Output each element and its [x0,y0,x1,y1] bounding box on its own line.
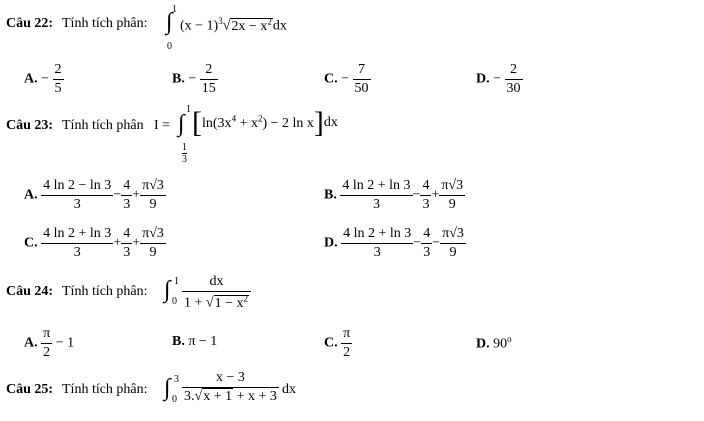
option-b[interactable]: B. − $\frac{2}{15}$ [172,62,216,96]
integral-upper-limit: 3 [174,374,179,385]
question-label: Câu 23: [6,118,54,133]
integral-lower-limit: 0 [172,296,177,307]
option-a[interactable]: A. − $\frac{2}{5}$ [24,62,62,96]
integrand: $(x - 1)^3√2x - x^2dx$ [180,16,287,34]
integral-lower-limit: 0 [167,41,172,52]
variable-I: I = [154,118,171,133]
integral-upper-limit: 1 [186,104,191,115]
option-b[interactable]: B. π − 1 [172,334,218,349]
option-b[interactable]: B. $\frac{4 \ln 2 + \ln 3}{3}$ − $\frac{4}{3}$ + $\frac{\pi√3}{9}$ [324,178,464,212]
integral-upper-limit: 1 [174,276,179,287]
option-d[interactable]: D. 90$^o$ [476,334,512,352]
integral-sign: ∫ [166,9,173,35]
question-prompt: Tính tích phân: [62,16,148,31]
option-a[interactable]: A. $\frac{4 \ln 2 - \ln 3}{3}$ − $\frac{4}{3}$ + $\frac{\pi√3}{9}$ [24,178,164,212]
question-label: Câu 22: [6,16,54,31]
integrand-fraction: $\frac{x - 3}{3.√x + 1 + x + 3}$ [184,370,277,404]
question-prompt: Tính tích phân: [62,284,148,299]
option-c[interactable]: C. $\frac{4 \ln 2 + \ln 3}{3}$ + $\frac{4}{3}$ + $\frac{\pi√3}{9}$ [24,226,164,260]
integrand: [$\ln(3x^4 + x^2) - 2$ ln x]dx [192,106,338,139]
option-d[interactable]: D. − $\frac{2}{30}$ [476,62,521,96]
question-label: Câu 25: [6,382,54,397]
option-a[interactable]: A. $\frac{\pi}{2}$ − 1 [24,326,75,360]
integrand-dx: dx [282,382,296,397]
question-label: Câu 24: [6,284,54,299]
option-d[interactable]: D. $\frac{4 \ln 2 + \ln 3}{3}$ − $\frac{4}{3}$ − $\frac{\pi√3}{9}$ [324,226,464,260]
integral-upper-limit: 1 [172,4,177,15]
integral-lower-limit: 1 3 [182,142,187,165]
question-prompt: Tính tích phân [62,118,144,133]
option-c[interactable]: C. $\frac{\pi}{2}$ [324,326,351,360]
integral-sign: ∫ [164,375,171,401]
option-c[interactable]: C. − $\frac{7}{50}$ [324,62,369,96]
integral-lower-limit: 0 [172,394,177,405]
integrand-fraction: $\frac{dx}{1 + √1 - x^2}$ [182,274,251,312]
question-prompt: Tính tích phân: [62,382,148,397]
integral-sign: ∫ [178,111,185,137]
integral-sign: ∫ [164,277,171,303]
